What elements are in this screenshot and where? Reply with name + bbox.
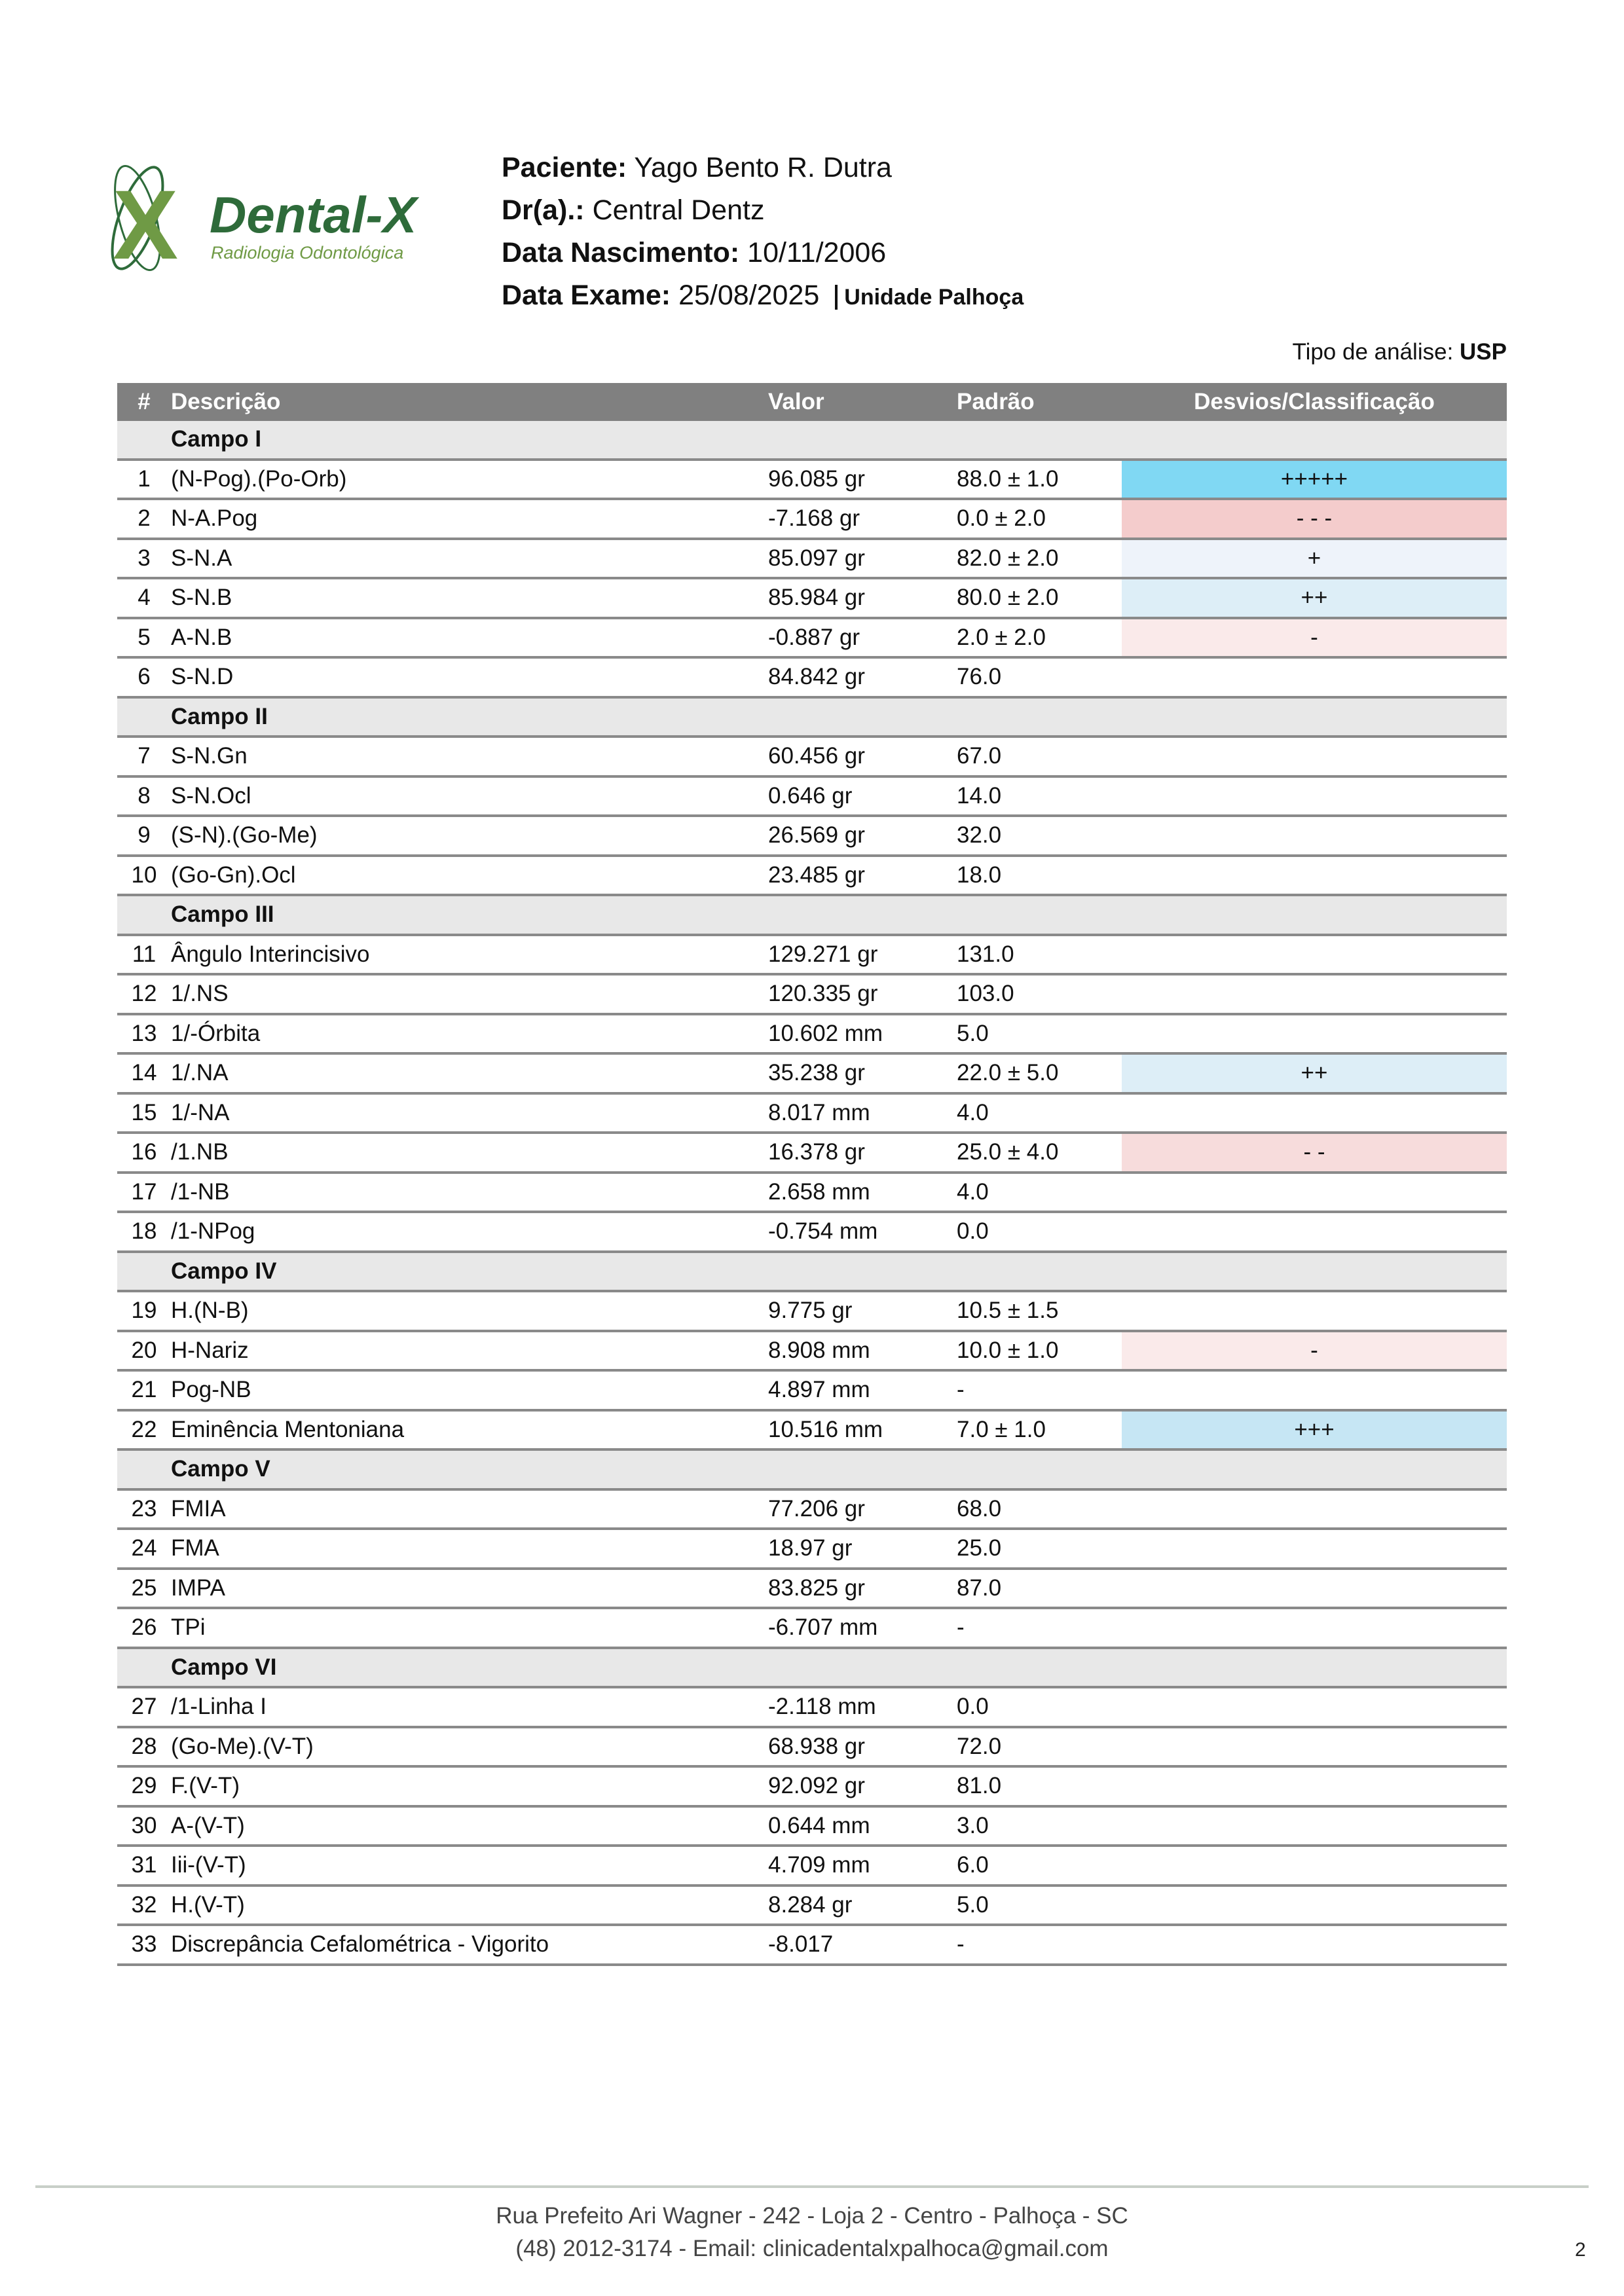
- cell-description: 1/-NA: [171, 1099, 230, 1125]
- cell-value: 77.206 gr: [768, 1495, 865, 1522]
- cell-number: 27: [131, 1694, 157, 1720]
- table-row: [117, 1095, 1507, 1135]
- cell-classification: [1122, 1847, 1507, 1884]
- cell-standard: 7.0 ± 1.0: [957, 1416, 1046, 1442]
- section-title: Campo IV: [171, 1258, 277, 1284]
- cell-description: S-N.Ocl: [171, 782, 251, 809]
- table-row: [117, 1412, 1507, 1451]
- cell-description: 1/.NS: [171, 981, 229, 1007]
- cell-value: 83.825 gr: [768, 1575, 865, 1601]
- cell-description: 1/.NA: [171, 1060, 229, 1086]
- cell-standard: -: [957, 1614, 965, 1641]
- cell-value: 10.516 mm: [768, 1416, 883, 1442]
- cell-description: Eminência Mentoniana: [171, 1416, 405, 1442]
- section-row: [117, 1253, 1507, 1293]
- cell-description: 1/-Órbita: [171, 1020, 261, 1046]
- cell-standard: 18.0: [957, 862, 1002, 888]
- cell-value: 60.456 gr: [768, 743, 865, 769]
- cell-standard: -: [957, 1931, 965, 1958]
- cell-value: 26.569 gr: [768, 822, 865, 848]
- cell-standard: 80.0 ± 2.0: [957, 585, 1059, 611]
- table-row: [117, 540, 1507, 580]
- cell-classification: ++: [1122, 1055, 1507, 1092]
- cell-number: 22: [131, 1416, 157, 1442]
- cell-description: /1-NPog: [171, 1218, 255, 1245]
- section-row: [117, 1451, 1507, 1491]
- cell-standard: -: [957, 1377, 965, 1403]
- col-classification: Desvios/Classificação: [1194, 389, 1435, 414]
- analysis-value: USP: [1460, 339, 1507, 365]
- cell-classification: [1122, 1372, 1507, 1409]
- cell-description: IMPA: [171, 1575, 225, 1601]
- exam-line: [502, 276, 1024, 317]
- cell-standard: 88.0 ± 1.0: [957, 465, 1059, 492]
- section-row: [117, 896, 1507, 936]
- cell-value: -8.017: [768, 1931, 834, 1958]
- table-row: [117, 500, 1507, 540]
- cell-number: 10: [131, 862, 157, 888]
- table-row: [117, 461, 1507, 501]
- table-row: [117, 1332, 1507, 1372]
- cell-description: Discrepância Cefalométrica - Vigorito: [171, 1931, 549, 1958]
- section-title: Campo I: [171, 426, 262, 452]
- cell-number: 19: [131, 1298, 157, 1324]
- cell-classification: +: [1122, 540, 1507, 577]
- cell-description: /1-NB: [171, 1178, 230, 1205]
- cell-description: S-N.Gn: [171, 743, 248, 769]
- cell-number: 24: [131, 1535, 157, 1561]
- cell-classification: [1122, 1728, 1507, 1766]
- cell-classification: [1122, 1808, 1507, 1845]
- cell-number: 6: [138, 664, 151, 690]
- cell-standard: 25.0: [957, 1535, 1002, 1561]
- cell-description: Pog-NB: [171, 1377, 251, 1403]
- cell-standard: 0.0: [957, 1694, 989, 1720]
- cell-description: TPi: [171, 1614, 206, 1641]
- dental-x-logo: [98, 160, 439, 272]
- table-row: [117, 778, 1507, 818]
- cell-number: 5: [138, 624, 151, 650]
- page-number: 2: [1575, 2239, 1586, 2261]
- cell-description: S-N.D: [171, 664, 234, 690]
- cell-description: A-N.B: [171, 624, 232, 650]
- table-row: [117, 738, 1507, 778]
- cell-number: 32: [131, 1891, 157, 1918]
- cell-classification: -: [1122, 1332, 1507, 1370]
- cell-description: H-Nariz: [171, 1337, 249, 1363]
- doctor-name: Central Dentz: [592, 194, 765, 226]
- table-row: [117, 1768, 1507, 1808]
- cell-value: 0.646 gr: [768, 782, 853, 809]
- cell-description: (Go-Gn).Ocl: [171, 862, 296, 888]
- cell-description: A-(V-T): [171, 1812, 245, 1838]
- cell-standard: 32.0: [957, 822, 1002, 848]
- cell-value: -0.754 mm: [768, 1218, 878, 1245]
- cell-value: 4.897 mm: [768, 1377, 870, 1403]
- cell-description: S-N.B: [171, 585, 232, 611]
- cell-value: 129.271 gr: [768, 941, 878, 967]
- col-description: Descrição: [171, 389, 281, 414]
- cell-number: 13: [131, 1020, 157, 1046]
- cell-number: 33: [131, 1931, 157, 1958]
- table-row: [117, 817, 1507, 857]
- doctor-line: [502, 191, 764, 230]
- table-row: [117, 1688, 1507, 1728]
- cell-standard: 81.0: [957, 1773, 1002, 1799]
- cell-classification: [1122, 1292, 1507, 1330]
- footer-contact: (48) 2012-3174 - Email: clinicadentalxpalhoca@gmail.com: [515, 2236, 1109, 2261]
- table-row: [117, 857, 1507, 897]
- unit-name: Unidade Palhoça: [835, 285, 1024, 310]
- cell-description: (N-Pog).(Po-Orb): [171, 465, 347, 492]
- birth-line: [502, 233, 886, 272]
- cell-classification: - -: [1122, 1134, 1507, 1171]
- cell-value: 120.335 gr: [768, 981, 878, 1007]
- cell-number: 28: [131, 1733, 157, 1759]
- birth-label: Data Nascimento:: [502, 237, 740, 268]
- cell-number: 23: [131, 1495, 157, 1522]
- footer-address: Rua Prefeito Ari Wagner - 242 - Loja 2 - Centro - Palhoça - SC: [496, 2203, 1128, 2229]
- cell-value: 8.284 gr: [768, 1891, 853, 1918]
- cell-standard: 68.0: [957, 1495, 1002, 1522]
- birth-date: 10/11/2006: [747, 237, 887, 268]
- cell-classification: [1122, 936, 1507, 974]
- cell-description: H.(N-B): [171, 1298, 249, 1324]
- cell-description: S-N.A: [171, 545, 232, 571]
- section-row: [117, 699, 1507, 738]
- cell-standard: 5.0: [957, 1891, 989, 1918]
- cell-number: 8: [138, 782, 151, 809]
- patient-line: [502, 148, 892, 187]
- table-row: [117, 1174, 1507, 1214]
- cell-value: -2.118 mm: [768, 1694, 876, 1720]
- analysis-type: [1292, 339, 1507, 365]
- table-row: [117, 1213, 1507, 1253]
- cell-number: 9: [138, 822, 151, 848]
- cell-value: 92.092 gr: [768, 1773, 865, 1799]
- cell-number: 12: [131, 981, 157, 1007]
- cell-standard: 87.0: [957, 1575, 1002, 1601]
- cell-number: 26: [131, 1614, 157, 1641]
- table-row: [117, 1530, 1507, 1570]
- cell-number: 29: [131, 1773, 157, 1799]
- section-title: Campo VI: [171, 1654, 277, 1680]
- cell-description: /1-Linha I: [171, 1694, 267, 1720]
- table-row: [117, 1372, 1507, 1412]
- cell-standard: 22.0 ± 5.0: [957, 1060, 1059, 1086]
- cell-value: -0.887 gr: [768, 624, 860, 650]
- cell-description: FMA: [171, 1535, 219, 1561]
- cell-description: N-A.Pog: [171, 505, 258, 532]
- cell-value: 18.97 gr: [768, 1535, 853, 1561]
- cell-value: 85.984 gr: [768, 585, 865, 611]
- table-row: [117, 1134, 1507, 1174]
- table-header: [117, 383, 1507, 421]
- cell-description: (Go-Me).(V-T): [171, 1733, 314, 1759]
- cell-number: 25: [131, 1575, 157, 1601]
- table-row: [117, 1887, 1507, 1927]
- cell-value: 4.709 mm: [768, 1852, 870, 1878]
- cell-number: 2: [138, 505, 151, 532]
- table-row: [117, 579, 1507, 619]
- cell-number: 20: [131, 1337, 157, 1363]
- cell-number: 18: [131, 1218, 157, 1245]
- svg-text:Dental-X: Dental-X: [210, 186, 417, 244]
- cell-classification: -: [1122, 619, 1507, 657]
- cephalometric-table: [117, 383, 1507, 1966]
- cell-classification: [1122, 975, 1507, 1013]
- doctor-label: Dr(a).:: [502, 194, 585, 226]
- cell-standard: 3.0: [957, 1812, 989, 1838]
- cell-standard: 103.0: [957, 981, 1014, 1007]
- table-row: [117, 1491, 1507, 1531]
- cell-description: (S-N).(Go-Me): [171, 822, 318, 848]
- cell-standard: 131.0: [957, 941, 1014, 967]
- cell-classification: [1122, 1491, 1507, 1528]
- cell-classification: [1122, 1095, 1507, 1132]
- cell-value: 85.097 gr: [768, 545, 865, 571]
- cell-standard: 67.0: [957, 743, 1002, 769]
- cell-classification: [1122, 1015, 1507, 1053]
- cell-value: 8.908 mm: [768, 1337, 870, 1363]
- cell-standard: 6.0: [957, 1852, 989, 1878]
- cell-standard: 4.0: [957, 1178, 989, 1205]
- cell-classification: [1122, 1926, 1507, 1963]
- cell-value: 10.602 mm: [768, 1020, 883, 1046]
- cell-description: Ângulo Interincisivo: [171, 941, 370, 967]
- cell-standard: 82.0 ± 2.0: [957, 545, 1059, 571]
- cell-description: H.(V-T): [171, 1891, 245, 1918]
- cell-number: 1: [138, 465, 151, 492]
- cell-standard: 72.0: [957, 1733, 1002, 1759]
- cell-number: 11: [132, 941, 157, 967]
- cell-standard: 2.0 ± 2.0: [957, 624, 1046, 650]
- cell-classification: [1122, 1213, 1507, 1250]
- cell-number: 17: [131, 1178, 157, 1205]
- table-row: [117, 975, 1507, 1015]
- cell-value: 35.238 gr: [768, 1060, 865, 1086]
- exam-label: Data Exame:: [502, 280, 671, 311]
- cell-classification: +++++: [1122, 461, 1507, 498]
- table-row: [117, 1728, 1507, 1768]
- cell-standard: 0.0: [957, 1218, 989, 1245]
- cell-value: 23.485 gr: [768, 862, 865, 888]
- col-number: #: [138, 389, 151, 414]
- table-row: [117, 1570, 1507, 1610]
- svg-text:Radiologia Odontológica: Radiologia Odontológica: [211, 243, 404, 263]
- cell-classification: +++: [1122, 1412, 1507, 1449]
- footer-divider: [35, 2185, 1589, 2188]
- cell-classification: [1122, 1768, 1507, 1805]
- section-row: [117, 421, 1507, 461]
- table-row: [117, 659, 1507, 699]
- table-row: [117, 1015, 1507, 1055]
- table-row: [117, 619, 1507, 659]
- cell-description: Iii-(V-T): [171, 1852, 246, 1878]
- cell-value: -6.707 mm: [768, 1614, 878, 1641]
- patient-name: Yago Bento R. Dutra: [634, 152, 892, 183]
- cell-classification: [1122, 1174, 1507, 1211]
- cell-value: 8.017 mm: [768, 1099, 870, 1125]
- cell-classification: [1122, 817, 1507, 854]
- patient-label: Paciente:: [502, 152, 627, 183]
- analysis-label: Tipo de análise:: [1292, 339, 1454, 365]
- svg-text:X: X: [113, 170, 179, 272]
- cell-description: /1.NB: [171, 1139, 229, 1165]
- cell-standard: 76.0: [957, 664, 1002, 690]
- cell-classification: [1122, 1688, 1507, 1726]
- cell-number: 31: [131, 1852, 157, 1878]
- cell-value: 9.775 gr: [768, 1298, 853, 1324]
- cell-number: 30: [131, 1812, 157, 1838]
- cell-number: 16: [131, 1139, 157, 1165]
- table-row: [117, 936, 1507, 976]
- table-row: [117, 1055, 1507, 1095]
- table-row: [117, 1847, 1507, 1887]
- cell-number: 15: [131, 1099, 157, 1125]
- cell-classification: [1122, 1609, 1507, 1647]
- table-row: [117, 1926, 1507, 1966]
- cell-standard: 14.0: [957, 782, 1002, 809]
- cell-classification: [1122, 659, 1507, 696]
- table-row: [117, 1808, 1507, 1848]
- section-title: Campo III: [171, 902, 274, 928]
- section-title: Campo V: [171, 1456, 270, 1482]
- cell-standard: 10.5 ± 1.5: [957, 1298, 1059, 1324]
- table-row: [117, 1292, 1507, 1332]
- cell-classification: [1122, 1530, 1507, 1567]
- cell-value: 2.658 mm: [768, 1178, 870, 1205]
- cell-number: 14: [131, 1060, 157, 1086]
- cell-description: FMIA: [171, 1495, 226, 1522]
- cell-standard: 0.0 ± 2.0: [957, 505, 1046, 532]
- cell-number: 3: [138, 545, 151, 571]
- cell-value: 68.938 gr: [768, 1733, 865, 1759]
- cell-value: 84.842 gr: [768, 664, 865, 690]
- cell-number: 21: [131, 1377, 157, 1403]
- col-standard: Padrão: [957, 389, 1035, 414]
- cell-number: 4: [138, 585, 151, 611]
- cell-classification: ++: [1122, 579, 1507, 617]
- exam-date: 25/08/2025: [678, 280, 820, 311]
- cell-classification: [1122, 1570, 1507, 1607]
- cell-classification: [1122, 778, 1507, 815]
- section-title: Campo II: [171, 703, 268, 729]
- cell-standard: 10.0 ± 1.0: [957, 1337, 1059, 1363]
- cell-value: 16.378 gr: [768, 1139, 865, 1165]
- cell-standard: 25.0 ± 4.0: [957, 1139, 1059, 1165]
- cell-classification: [1122, 1887, 1507, 1924]
- cell-number: 7: [138, 743, 151, 769]
- section-row: [117, 1649, 1507, 1689]
- cell-classification: - - -: [1122, 500, 1507, 538]
- cell-description: F.(V-T): [171, 1773, 240, 1799]
- cell-classification: [1122, 738, 1507, 775]
- cell-value: 0.644 mm: [768, 1812, 870, 1838]
- cell-value: 96.085 gr: [768, 465, 865, 492]
- cell-value: -7.168 gr: [768, 505, 860, 532]
- table-row: [117, 1609, 1507, 1649]
- cell-standard: 5.0: [957, 1020, 989, 1046]
- cell-standard: 4.0: [957, 1099, 989, 1125]
- col-value: Valor: [768, 389, 824, 414]
- cell-classification: [1122, 857, 1507, 894]
